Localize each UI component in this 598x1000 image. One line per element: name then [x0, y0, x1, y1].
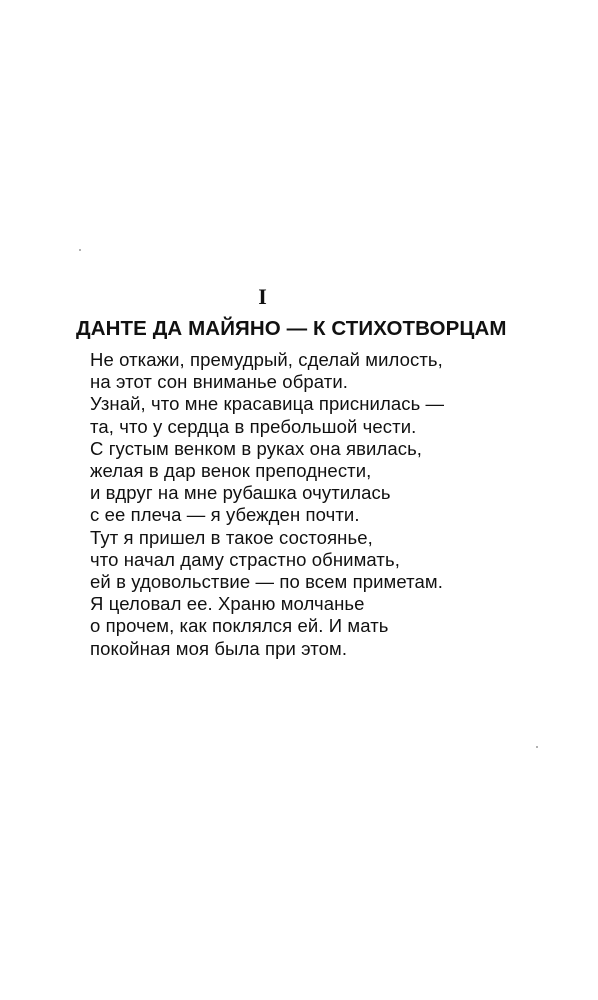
poem-line: Тут я пришел в такое состоянье, [90, 526, 373, 548]
poem-line: желая в дар венок преподнести, [90, 460, 372, 482]
poem-line: Не откажи, премудрый, сделай милость, [90, 349, 443, 370]
poem-line: покойная моя была при этом. [90, 637, 348, 659]
poem-line: Узнай, что мне красавица приснилась — [90, 393, 445, 415]
section-number: I [258, 284, 267, 309]
poem-line: С густым венком в руках она явилась, [90, 437, 423, 459]
page-speck [536, 746, 538, 748]
poem-line: о прочем, как поклялся ей. И мать [90, 615, 389, 637]
poem-line: с ее плеча — я убежден почти. [90, 504, 360, 526]
page-speck [79, 249, 81, 251]
poem-line: что начал даму страстно обнимать, [90, 548, 400, 570]
poem-line: и вдруг на мне рубашка очутилась [90, 482, 391, 504]
poem-line: ей в удовольствие — по всем приметам. [90, 571, 443, 593]
poem-text [90, 349, 530, 660]
poem-line: та, что у сердца в пребольшой чести. [90, 415, 417, 437]
poem-title: ДАНТЕ ДА МАЙЯНО — К СТИХОТВОРЦАМ [76, 317, 507, 340]
poem-line: на этот сон вниманье обрати. [90, 371, 349, 393]
poem-line: Я целовал ее. Храню молчанье [90, 593, 365, 615]
